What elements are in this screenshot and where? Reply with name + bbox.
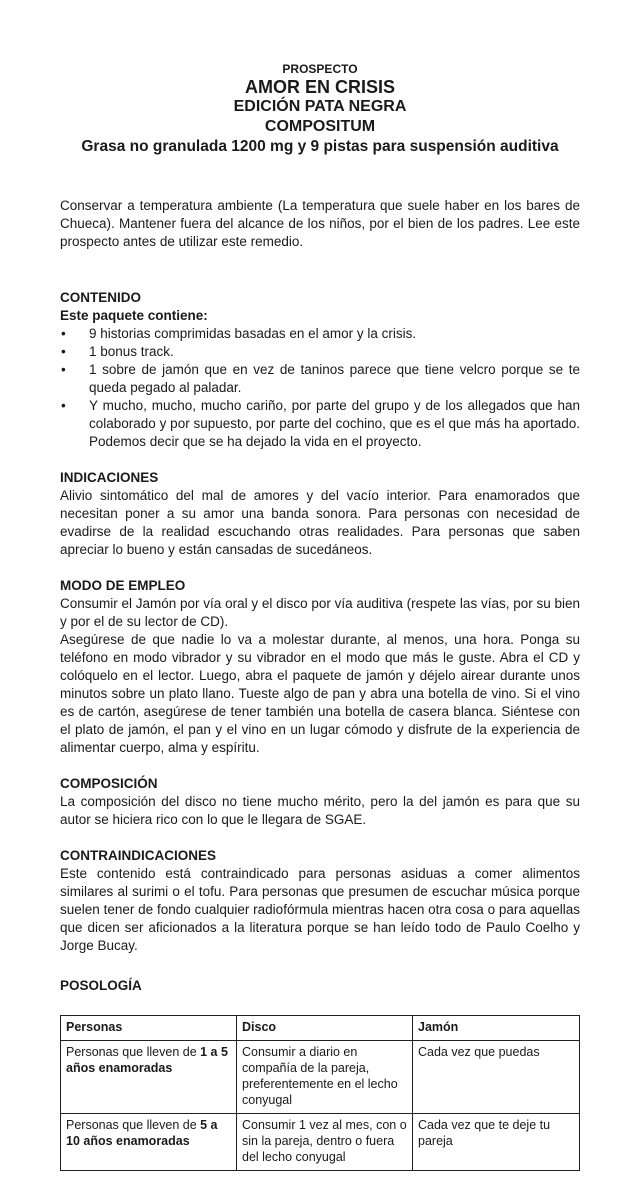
- section-heading-posologia: POSOLOGÍA: [60, 978, 142, 993]
- posologia-table: [60, 1015, 580, 1171]
- section-contraindicaciones: [60, 847, 580, 955]
- leaflet-page: [60, 60, 580, 1171]
- table-header-row: [61, 1016, 580, 1041]
- section-posologia: [60, 977, 580, 1171]
- cell-personas-emphasis: 1 a 5 años enamoradas: [66, 1045, 228, 1075]
- section-heading-contenido: CONTENIDO: [60, 290, 141, 305]
- brand-subtitle: COMPOSITUM: [264, 118, 376, 135]
- table-row: [61, 1041, 580, 1114]
- leaflet-header: [60, 62, 580, 157]
- section-heading-composicion: COMPOSICIÓN: [60, 776, 158, 791]
- modo-paragraph-2: Asegúrese de que nadie lo va a molestar durante, al menos, una hora. Ponga su teléfono en modo vibrador y su vibrador en el modo que más le guste. Abra el CD y colóquelo en el lector. Luego, abra el paquete de jamón y déjelo airear durante unos minutos sobre un plato llano. Tueste algo de pan y abra una botella de vino. Si el vino es de cartón, asegúrese de tener también una botella de casera blanca. Siéntese con el plato de jamón, el pan y el vino en un lugar cómodo y disfrute de la experiencia de alimentar cuerpo, alma y espíritu.: [60, 632, 580, 755]
- section-contenido: [60, 289, 580, 451]
- section-heading-contraindicaciones: CONTRAINDICACIONES: [60, 848, 217, 863]
- cell-jamon: Cada vez que puedas: [413, 1041, 580, 1114]
- column-header-disco: Disco: [237, 1016, 413, 1041]
- contents-list: [60, 325, 580, 451]
- list-item: • 1 bonus track.: [60, 343, 580, 361]
- cell-personas-text: Personas que lleven de: [66, 1045, 201, 1059]
- document-kicker: PROSPECTO: [282, 62, 358, 76]
- storage-notice: Conservar a temperatura ambiente (La temperatura que suele haber en los bares de Chueca). Mantener fuera del alcance de los niños, por el bien de los padres. Lee este prospecto antes de utilizar este remedio.: [60, 198, 580, 249]
- table-row: [61, 1114, 580, 1171]
- cell-disco: Consumir 1 vez al mes, con o sin la pareja, dentro o fuera del lecho conyugal: [237, 1114, 413, 1171]
- section-heading-modo-de-empleo: MODO DE EMPLEO: [60, 578, 186, 593]
- contents-lead: Este paquete contiene:: [60, 308, 208, 323]
- section-composicion: [60, 775, 580, 829]
- indicaciones-text: Alivio sintomático del mal de amores y del vacío interior. Para enamorados que necesitan poner a su amor una banda sonora. Para personas con necesidad de evadirse de la realidad escuchando otras realidades. Para personas que saben apreciar lo bueno y están cansadas de sucedáneos.: [60, 488, 580, 557]
- contraindicaciones-text: Este contenido está contraindicado para personas asiduas a comer alimentos similares al surimi o el tofu. Para personas que presumen de escuchar música porque suelen tener de fondo cualquier radiofórmula mientras hacen otra cosa o para aquellas que dicen ser aficionados a la literatura porque se han leído todo de Paulo Coelho y Jorge Bucay.: [60, 866, 580, 953]
- cell-personas: [61, 1041, 237, 1114]
- section-indicaciones: [60, 469, 580, 559]
- cell-personas-text: Personas que lleven de: [66, 1118, 201, 1132]
- edition-subtitle: EDICIÓN PATA NEGRA: [233, 98, 407, 115]
- modo-paragraph-1: Consumir el Jamón por vía oral y el disco por vía auditiva (respete las vías, por su bien y por el de su lector de CD).: [60, 596, 580, 629]
- section-heading-indicaciones: INDICACIONES: [60, 470, 159, 485]
- section-modo-de-empleo: [60, 577, 580, 757]
- composicion-text: La composición del disco no tiene mucho mérito, pero la del jamón es para que su autor se hiciera rico con lo que le llegara de SGAE.: [60, 794, 580, 827]
- cell-disco: Consumir a diario en compañía de la pareja, preferentemente en el lecho conyugal: [237, 1041, 413, 1114]
- cell-personas-emphasis: 5 a 10 años enamoradas: [66, 1118, 218, 1148]
- column-header-jamon: Jamón: [413, 1016, 580, 1041]
- column-header-personas: Personas: [61, 1016, 237, 1041]
- product-title: AMOR EN CRISIS: [244, 77, 395, 97]
- list-item: • Y mucho, mucho, mucho cariño, por parte del grupo y de los allegados que han colaborado y por supuesto, por parte del cochino, que es el que más ha aportado. Podemos decir que se ha dejado la vida en el proyecto.: [60, 397, 580, 451]
- cell-personas: [61, 1114, 237, 1171]
- list-item: • 9 historias comprimidas basadas en el amor y la crisis.: [60, 325, 580, 343]
- list-item: • 1 sobre de jamón que en vez de taninos parece que tiene velcro porque se te queda pegado al paladar.: [60, 361, 580, 397]
- cell-jamon: Cada vez que te deje tu pareja: [413, 1114, 580, 1171]
- product-tagline: Grasa no granulada 1200 mg y 9 pistas para suspensión auditiva: [81, 138, 559, 155]
